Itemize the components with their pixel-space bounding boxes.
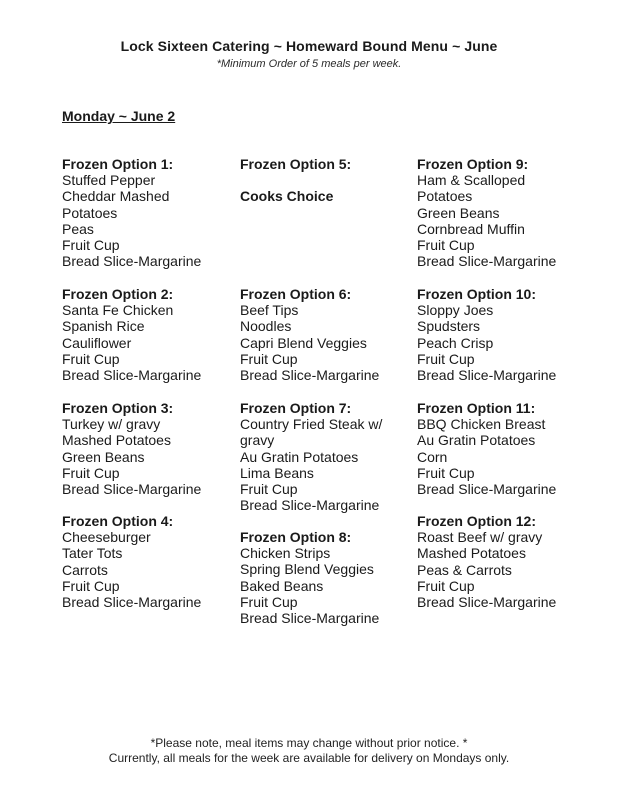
menu-item: Au Gratin Potatoes [240, 448, 359, 465]
option-name: Frozen Option 6: [240, 286, 352, 302]
option-name: Frozen Option 5: [240, 156, 352, 172]
menu-item: Bread Slice-Margarine [240, 497, 380, 514]
menu-item: Bread Slice-Margarine [62, 481, 202, 498]
frozen-option-3 [62, 400, 237, 497]
frozen-option-7 [240, 400, 415, 513]
menu-item: Fruit Cup [240, 481, 298, 498]
menu-item: Green Beans [417, 204, 500, 221]
menu-item: Bread Slice-Margarine [240, 610, 380, 627]
menu-item: gravy [240, 432, 275, 449]
menu-item: BBQ Chicken Breast [417, 416, 546, 433]
menu-item: Fruit Cup [240, 350, 298, 367]
menu-item: Bread Slice-Margarine [417, 367, 557, 384]
frozen-option-4 [62, 513, 237, 610]
menu-item: Bread Slice-Margarine [62, 594, 202, 611]
menu-item: Spring Blend Veggies [240, 561, 374, 578]
menu-item: Country Fried Steak w/ [240, 416, 383, 433]
menu-item: Fruit Cup [417, 350, 475, 367]
option-name: Frozen Option 11: [417, 400, 536, 416]
menu-item: Peas [62, 220, 94, 237]
frozen-option-6 [240, 286, 415, 383]
menu-item: Bread Slice-Margarine [417, 481, 557, 498]
menu-item: Peach Crisp [417, 334, 494, 351]
menu-item: Capri Blend Veggies [240, 334, 367, 351]
menu-item: Spudsters [417, 318, 481, 335]
menu-item: Spanish Rice [62, 318, 145, 335]
option-name: Frozen Option 8: [240, 529, 352, 545]
menu-item: Cheeseburger [62, 529, 151, 546]
menu-item: Beef Tips [240, 302, 299, 319]
menu-item: Fruit Cup [417, 464, 475, 481]
frozen-option-10 [417, 286, 592, 383]
menu-item: Sloppy Joes [417, 302, 494, 319]
option-name: Frozen Option 1: [62, 156, 174, 172]
menu-title: Lock Sixteen Catering ~ Homeward Bound Menu ~ June [120, 38, 498, 54]
menu-item: Cauliflower [62, 334, 132, 351]
menu-item: Mashed Potatoes [62, 432, 171, 449]
menu-item: Peas & Carrots [417, 561, 512, 578]
delivery-notice: Currently, all meals for the week are available for delivery on Mondays only. [108, 751, 510, 765]
menu-item: Lima Beans [240, 464, 314, 481]
menu-item: Fruit Cup [62, 577, 120, 594]
minimum-order-note: *Minimum Order of 5 meals per week. [216, 58, 402, 70]
menu-item: Corn [417, 448, 448, 465]
menu-item: Fruit Cup [62, 464, 120, 481]
menu-item: Mashed Potatoes [417, 545, 526, 562]
menu-item: Potatoes [417, 188, 473, 205]
menu-item: Bread Slice-Margarine [62, 367, 202, 384]
frozen-option-5 [240, 156, 415, 205]
frozen-option-2 [62, 286, 237, 383]
menu-item: Bread Slice-Margarine [417, 594, 557, 611]
menu-item: Carrots [62, 561, 108, 578]
menu-item: Santa Fe Chicken [62, 302, 174, 319]
menu-item: Roast Beef w/ gravy [417, 529, 543, 546]
frozen-option-12 [417, 513, 592, 610]
frozen-option-1 [62, 156, 237, 269]
menu-item: Fruit Cup [240, 593, 298, 610]
menu-item: Ham & Scalloped [417, 172, 526, 189]
change-notice: *Please note, meal items may change without prior notice. * [150, 736, 468, 750]
option-name: Frozen Option 10: [417, 286, 536, 302]
frozen-option-9 [417, 156, 592, 269]
menu-item: Bread Slice-Margarine [240, 367, 380, 384]
menu-item: Bread Slice-Margarine [62, 253, 202, 270]
frozen-option-8 [240, 529, 415, 626]
option-name: Frozen Option 12: [417, 513, 536, 529]
cooks-choice: Cooks Choice [240, 188, 334, 205]
option-name: Frozen Option 9: [417, 156, 529, 172]
menu-item: Fruit Cup [417, 237, 475, 254]
menu-item: Cornbread Muffin [417, 220, 525, 237]
menu-item: Bread Slice-Margarine [417, 253, 557, 270]
menu-item: Chicken Strips [240, 545, 331, 562]
menu-item: Tater Tots [62, 545, 123, 562]
day-heading: Monday ~ June 2 [62, 108, 176, 124]
menu-item: Green Beans [62, 448, 145, 465]
frozen-option-11 [417, 400, 592, 497]
menu-item: Au Gratin Potatoes [417, 432, 536, 449]
option-name: Frozen Option 4: [62, 513, 174, 529]
menu-item: Potatoes [62, 204, 118, 221]
option-name: Frozen Option 7: [240, 400, 352, 416]
menu-item: Baked Beans [240, 577, 324, 594]
menu-item: Stuffed Pepper [62, 172, 156, 189]
menu-item: Turkey w/ gravy [62, 416, 161, 433]
menu-item: Cheddar Mashed [62, 188, 170, 205]
option-name: Frozen Option 2: [62, 286, 174, 302]
menu-item: Fruit Cup [62, 350, 120, 367]
menu-item: Noodles [240, 318, 292, 335]
option-name: Frozen Option 3: [62, 400, 174, 416]
menu-item: Fruit Cup [417, 577, 475, 594]
menu-item: Fruit Cup [62, 237, 120, 254]
